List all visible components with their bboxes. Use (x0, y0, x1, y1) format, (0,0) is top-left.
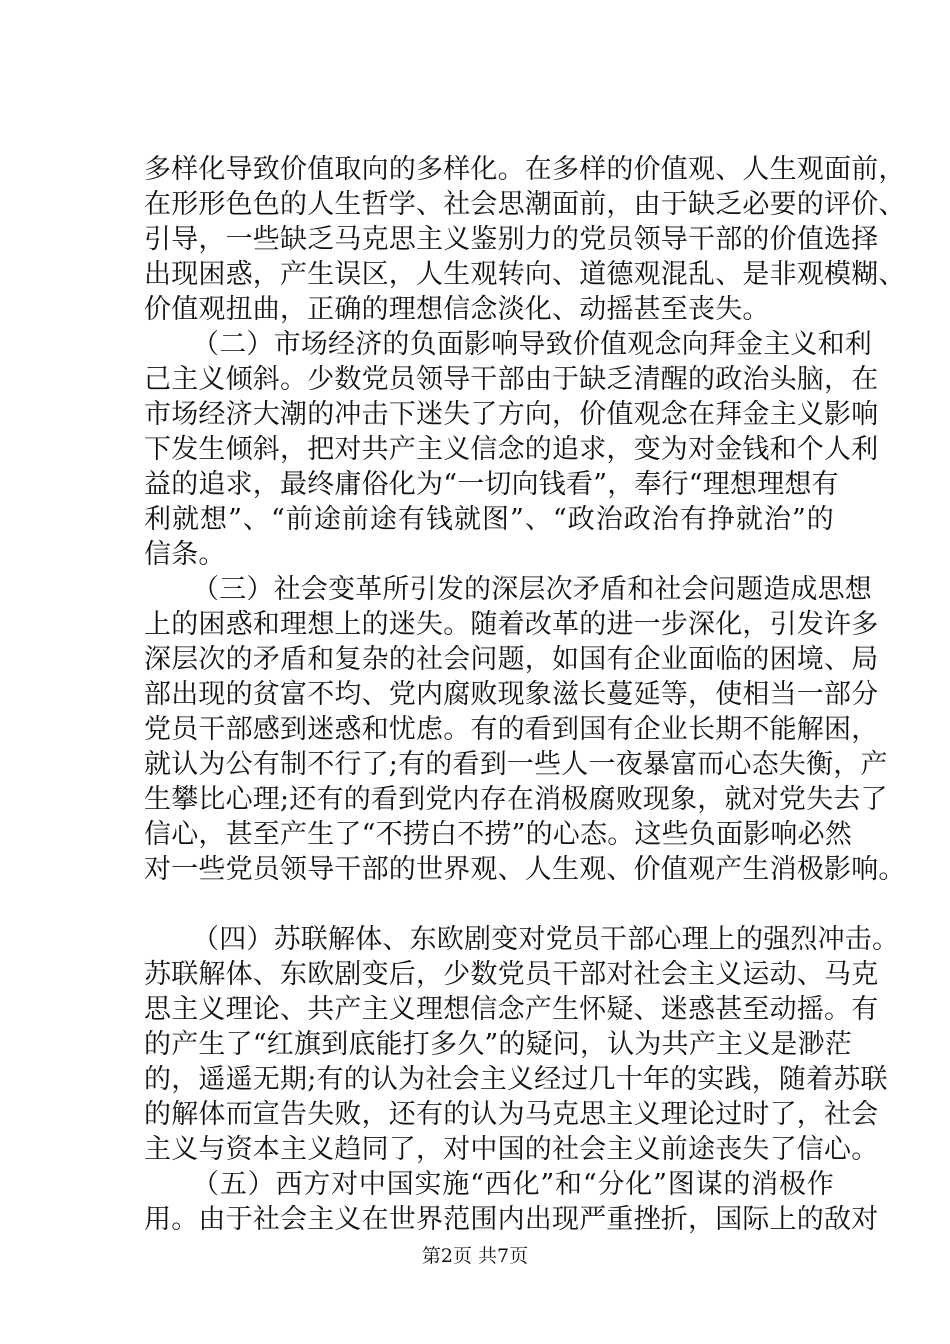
body-text-line: 信心，甚至产生了“不捞白不捞”的心态。这些负面影响必然 (144, 819, 853, 850)
body-text-line: 利就想”、“前途前途有钱就图”、“政治政治有挣就治”的 (144, 504, 834, 535)
body-text-line: 己主义倾斜。少数党员领导干部由于缺乏清醒的政治头脑，在 (144, 364, 879, 395)
body-text-line: 的，遥遥无期;有的认为社会主义经过几十年的实践，随着苏联 (144, 1064, 888, 1095)
section-heading-line: （三）社会变革所引发的深层次矛盾和社会问题造成思想 (192, 574, 872, 605)
section-heading-line: （二）市场经济的负面影响导致价值观念向拜金主义和利 (192, 329, 872, 360)
body-text-line: 在形形色色的人生哲学、社会思潮面前，由于缺乏必要的评价、 (144, 189, 906, 220)
body-text-line: 信条。 (144, 539, 226, 570)
body-text-line: 市场经济大潮的冲击下迷失了方向，价值观念在拜金主义影响 (144, 399, 879, 430)
body-text-line: 就认为公有制不行了;有的看到一些人一夜暴富而心态失衡，产 (144, 749, 888, 780)
body-text-line: 的解体而宣告失败，还有的认为马克思主义理论过时了，社会 (144, 1099, 879, 1130)
section-heading-line: （四）苏联解体、东欧剧变对党员干部心理上的强烈冲击。 (192, 924, 900, 955)
body-text-line: 对一些党员领导干部的世界观、人生观、价值观产生消极影响。 (144, 854, 906, 885)
body-text-line: 多样化导致价值取向的多样化。在多样的价值观、人生观面前， (144, 154, 906, 185)
body-text-line: 引导，一些缺乏马克思主义鉴别力的党员领导干部的价值选择 (144, 224, 879, 255)
body-text-line: 下发生倾斜，把对共产主义信念的追求，变为对金钱和个人利 (144, 434, 879, 465)
body-text-line: 深层次的矛盾和复杂的社会问题，如国有企业面临的困境、局 (144, 644, 879, 675)
body-text-line: 的产生了“红旗到底能打多久”的疑问，认为共产主义是渺茫 (144, 1029, 853, 1060)
body-text-line: 生攀比心理;还有的看到党内存在消极腐败现象，就对党失去了 (144, 784, 888, 815)
body-text-line: 出现困惑，产生误区，人生观转向、道德观混乱、是非观模糊、 (144, 259, 906, 290)
body-text-line: 苏联解体、东欧剧变后，少数党员干部对社会主义运动、马克 (144, 959, 879, 990)
body-text-line: 部出现的贫富不均、党内腐败现象滋长蔓延等，使相当一部分 (144, 679, 879, 710)
body-text-line: 益的追求，最终庸俗化为“一切向钱看”，奉行“理想理想有 (144, 469, 839, 500)
body-text-line: 价值观扭曲，正确的理想信念淡化、动摇甚至丧失。 (144, 294, 770, 325)
body-text-line: 党员干部感到迷惑和忧虑。有的看到国有企业长期不能解困， (144, 714, 879, 745)
body-text-line: 思主义理论、共产主义理想信念产生怀疑、迷惑甚至动摇。有 (144, 994, 879, 1025)
page-footer: 第2页 共7页 (421, 1245, 529, 1267)
body-text-line: 用。由于社会主义在世界范围内出现严重挫折，国际上的敌对 (144, 1204, 879, 1235)
body-text-line: 上的困惑和理想上的迷失。随着改革的进一步深化，引发许多 (144, 609, 879, 640)
body-text-line: 主义与资本主义趋同了，对中国的社会主义前途丧失了信心。 (144, 1134, 879, 1165)
section-heading-line: （五）西方对中国实施“西化”和“分化”图谋的消极作 (192, 1169, 834, 1200)
